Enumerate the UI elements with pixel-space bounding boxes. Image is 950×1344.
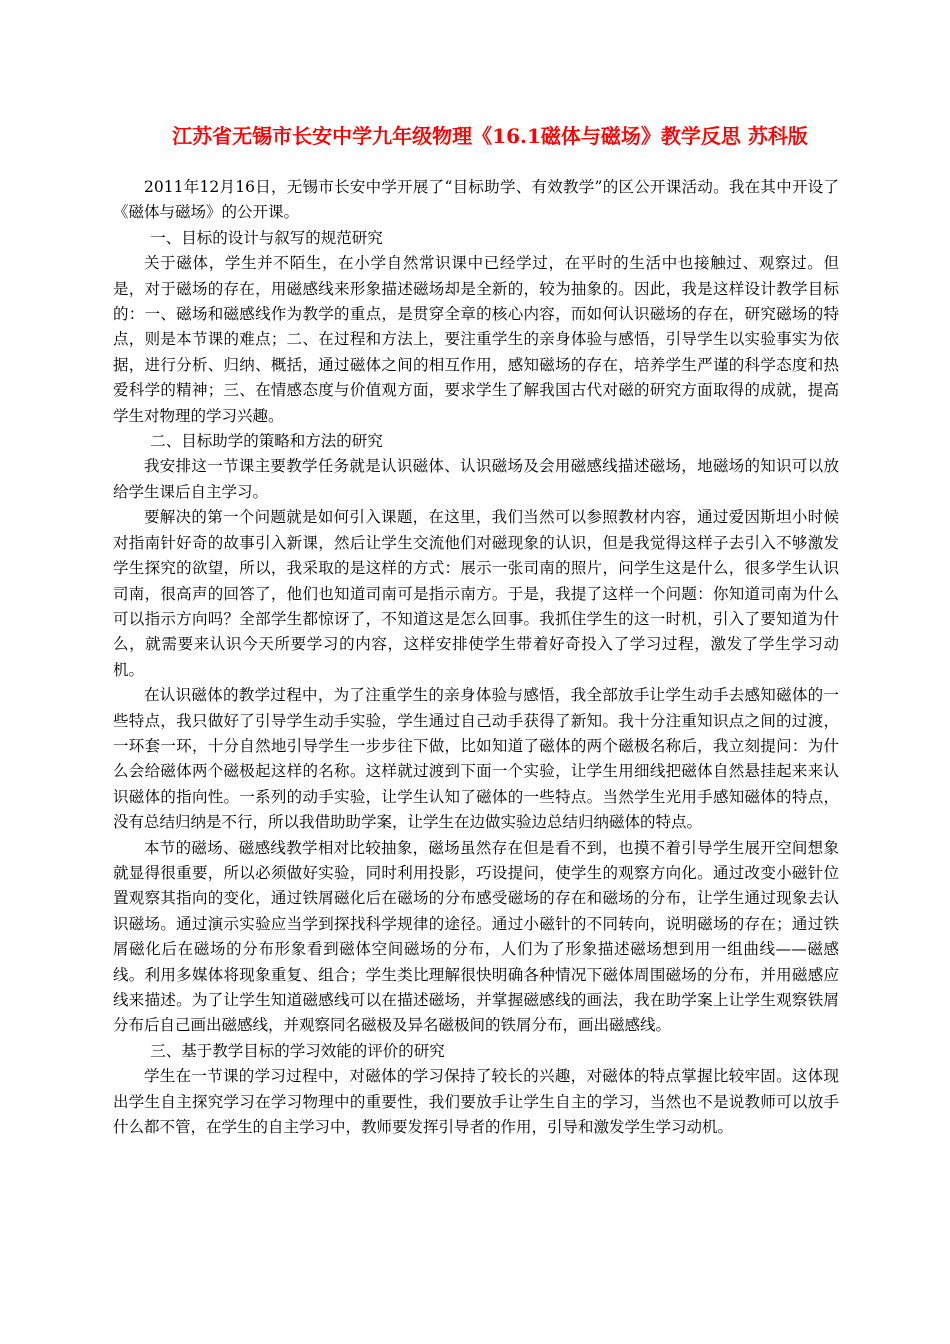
- section-heading-1: 一、目标的设计与叙写的规范研究: [150, 228, 383, 247]
- paragraph-field-teaching: 本节的磁场、磁感线教学相对比较抽象，磁场虽然存在但是看不到，也摸不着引导学生展开空间想象就显得很重要，所以必须做好实验，同时利用投影，巧设提问，使学生的观察方向化。通过改变小磁针位置观察其指向的变化，通过铁屑磁化后在磁场的分布感受磁场的存在和磁场的分布，让学生通过现象去认识磁场。通过演示实验应当学到探找科学规律的途径。通过小磁针的不同转向，说明磁场的存在；通过铁屑磁化后在磁场的分布形象看到磁体空间磁场的分布，人们为了形象描述磁场想到用一组曲线——磁感线。利用多媒体将现象重复、组合；学生类比理解很快明确各种情况下磁体周围磁场的分布，并用磁感应线来描述。为了让学生知道磁感线可以在描述磁场，并掌握磁感线的画法，我在助学案上让学生观察铁屑分布后自己画出磁感线，并观察同名磁极及异名磁极间的铁屑分布，画出磁感线。: [113, 838, 839, 1035]
- section-heading-3: 三、基于教学目标的学习效能的评价的研究: [150, 1041, 445, 1060]
- document-title: 江苏省无锡市长安中学九年级物理《16.1磁体与磁场》教学反思 苏科版: [172, 124, 808, 148]
- paragraph-introduction-method: 要解决的第一个问题就是如何引入课题，在这里，我们当然可以参照教材内容，通过爱因斯坦小时候对指南针好奇的故事引入新课，然后让学生交流他们对磁现象的认识，但是我觉得这样子去引入不够激发学生探究的欲望，所以，我采取的是这样的方式：展示一张司南的照片，问学生这是什么，很多学生认识司南，很高声的回答了，他们也知道司南可是指示南方。于是，我提了这样一个问题：你知道司南为什么可以指示方向吗？全部学生都惊讶了，不知道这是怎么回事。我抓住学生的这一时机，引入了要知道为什么，就需要来认识今天所要学习的内容，这样安排使学生带着好奇投入了学习过程，激发了学生学习动机。: [113, 508, 839, 679]
- paragraph-tasks: 我安排这一节课主要教学任务就是认识磁体、认识磁场及会用磁感线描述磁场，地磁场的知识可以放给学生课后自主学习。: [113, 457, 839, 501]
- paragraph-intro: 2011年12月16日，无锡市长安中学开展了“目标助学、有效教学”的区公开课活动。我在其中开设了《磁体与磁场》的公开课。: [113, 178, 839, 222]
- document-body: [113, 175, 839, 1140]
- paragraph-evaluation: 学生在一节课的学习过程中，对磁体的学习保持了较长的兴趣，对磁体的特点掌握比较牢固。这体现出学生自主探究学习在学习物理中的重要性，我们要放手让学生自主的学习，当然也不是说教师可以放手什么都不管，在学生的自主学习中，教师要发挥引导者的作用，引导和激发学生学习动机。: [113, 1067, 839, 1137]
- paragraph-magnet-teaching: 在认识磁体的教学过程中，为了注重学生的亲身体验与感悟，我全部放手让学生动手去感知磁体的一些特点，我只做好了引导学生动手实验，学生通过自己动手获得了新知。我十分注重知识点之间的过渡，一环套一环，十分自然地引导学生一步步往下做，比如知道了磁体的两个磁极名称后，我立刻提问：为什么会给磁体两个磁极起这样的名称。这样就过渡到下面一个实验，让学生用细线把磁体自然悬挂起来来认识磁体的指向性。一系列的动手实验，让学生认知了磁体的一些特点。当然学生光用手感知磁体的特点，没有总结归纳是不行，所以我借助助学案，让学生在边做实验边总结归纳磁体的特点。: [113, 686, 839, 832]
- paragraph-goals: 关于磁体，学生并不陌生，在小学自然常识课中已经学过，在平时的生活中也接触过、观察过。但是，对于磁场的存在，用磁感线来形象描述磁场却是全新的，较为抽象的。因此，我是这样设计教学目标的：一、磁场和磁感线作为教学的重点，是贯穿全章的核心内容，而如何认识磁场的存在，研究磁场的特点，则是本节课的难点；二、在过程和方法上，要注重学生的亲身体验与感悟，引导学生以实验事实为依据，进行分析、归纳、概括，通过磁体之间的相互作用，感知磁场的存在，培养学生严谨的科学态度和热爱科学的精神；三、在情感态度与价值观方面，要求学生了解我国古代对磁的研究方面取得的成就，提高学生对物理的学习兴趣。: [113, 254, 839, 425]
- section-heading-2: 二、目标助学的策略和方法的研究: [150, 432, 383, 451]
